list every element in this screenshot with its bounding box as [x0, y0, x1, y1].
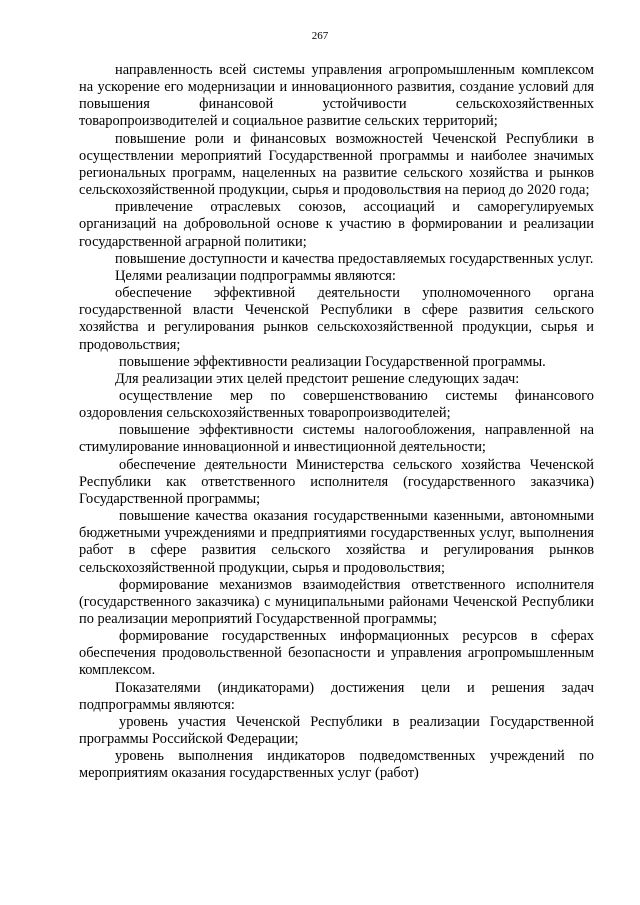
paragraph-indicators-heading: Показателями (индикаторами) достижения цели и решения задач подпрограммы являются:: [79, 679, 594, 713]
paragraph-goal-efficiency: повышение эффективности реализации Государственной программы.: [119, 353, 546, 370]
paragraph-financial-role: повышение роли и финансовых возможностей Чеченской Республики в осуществлении мероприятий Государственной программы и наиболее значимых региональных программ, нацеленных на развитие сельского хозяйства и рынков сельскохозяйственной продукции, сырья и продовольствия на период до 2020 года;: [79, 130, 594, 199]
paragraph-task-information: формирование государственных информационных ресурсов в сферах обеспечения продовольственной безопасности и управления агропромышленным комплексом.: [79, 628, 594, 679]
paragraph-goal-authority: обеспечение эффективной деятельности уполномоченного органа государственной власти Чеченской Республики в сфере развития сельского хозяйства и регулирования рынков сельскохозяйственной продукции, сырья и продовольствия;: [79, 285, 594, 353]
paragraph-industry-unions: привлечение отраслевых союзов, ассоциаций и саморегулируемых организаций на добровольной основе к участию в формировании и реализации государственной аграрной политики;: [79, 199, 594, 250]
document-body: [79, 62, 594, 783]
page-number: 267: [311, 30, 329, 42]
paragraph-goals-heading: Целями реализации подпрограммы являются:: [115, 267, 396, 284]
paragraph-indicator-participation: уровень участия Чеченской Республики в реализации Государственной программы Российской Федерации;: [79, 713, 594, 748]
paragraph-task-municipal: формирование механизмов взаимодействия ответственного исполнителя (государственного заказчика) с муниципальными районами Чеченской Республики по реализации мероприятий Государственной программы;: [79, 576, 594, 627]
paragraph-task-taxation: повышение эффективности системы налогообложения, направленной на стимулирование инновационной и инвестиционной деятельности;: [79, 422, 594, 456]
paragraph-service-quality: повышение доступности и качества предоставляемых государственных услуг.: [115, 250, 594, 267]
paragraph-task-services: повышение качества оказания государственными казенными, автономными бюджетными учреждениями и предприятиями государственных услуг, выполнения работ в сфере развития сельского хозяйства и регулирования рынков сельскохозяйственной продукции, сырья и продовольствия;: [79, 508, 594, 576]
paragraph-indicator-execution: уровень выполнения индикаторов подведомственных учреждений по мероприятиям оказания государственных услуг (работ): [79, 748, 594, 782]
paragraph-task-ministry: обеспечение деятельности Министерства сельского хозяйства Чеченской Республики как ответственного исполнителя (государственного заказчика) Государственной программы;: [79, 456, 594, 507]
paragraph-task-financial-recovery: осуществление мер по совершенствованию системы финансового оздоровления сельскохозяйственных товаропроизводителей;: [79, 387, 594, 422]
paragraph-modernization-direction: направленность всей системы управления агропромышленным комплексом на ускорение его модернизации и инновационного развития, создание условий для повышения финансовой устойчивости сельскохозяйственных товаропроизводителей и социальное развитие сельских территорий;: [79, 62, 594, 130]
paragraph-tasks-heading: Для реализации этих целей предстоит решение следующих задач:: [115, 370, 520, 387]
